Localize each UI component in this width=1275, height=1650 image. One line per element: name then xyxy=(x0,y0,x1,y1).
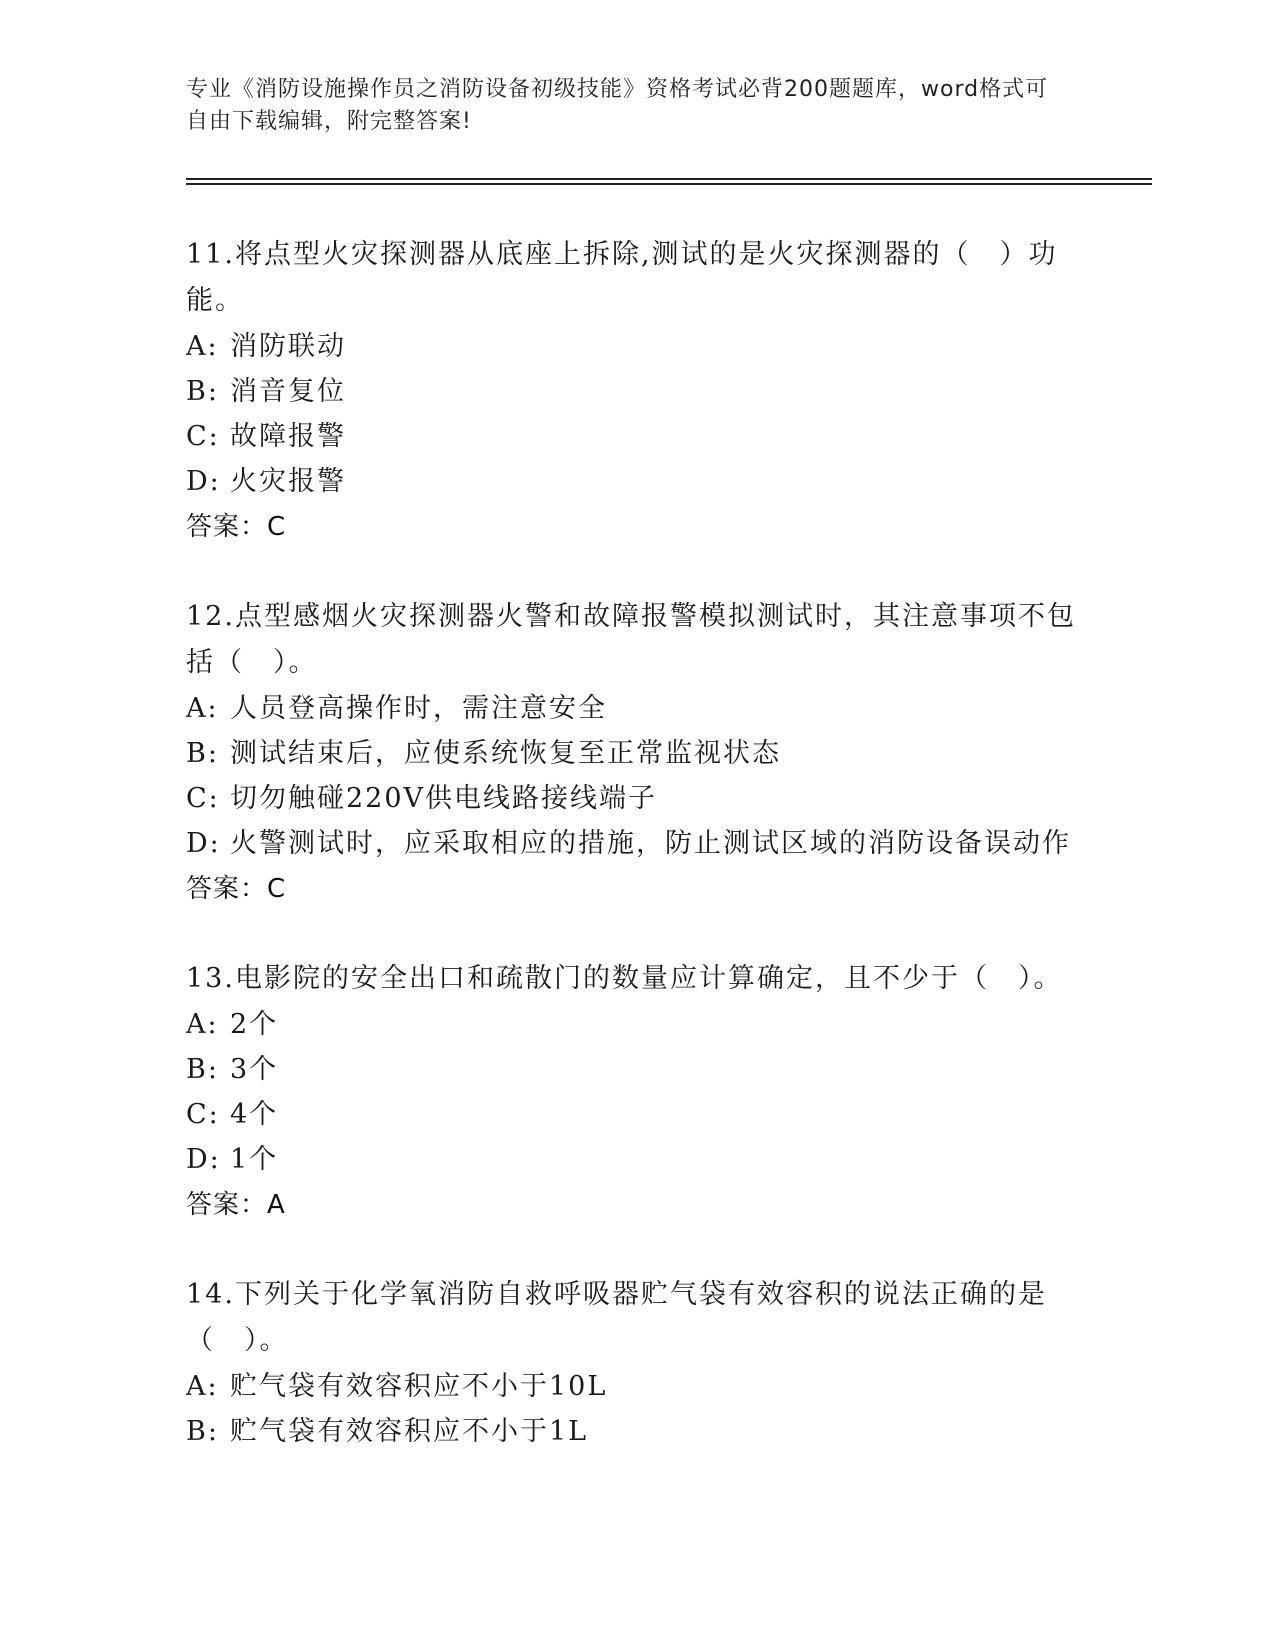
question-list xyxy=(186,232,1086,1498)
option-d xyxy=(186,821,1086,866)
option-text: 火警测试时，应采取相应的措施，防止测试区域的消防设备误动作 xyxy=(230,828,1071,859)
option-letter: D: xyxy=(186,466,221,497)
option-text: 消防联动 xyxy=(230,331,346,362)
option-letter: D: xyxy=(186,828,221,859)
option-letter: A: xyxy=(186,1009,219,1040)
option-b xyxy=(186,1047,1086,1092)
header-divider-bottom xyxy=(186,183,1152,185)
header-divider-top xyxy=(186,178,1152,180)
question-stem: 12.点型感烟火灾探测器火警和故障报警模拟测试时，其注意事项不包括（ ）。 xyxy=(186,601,1076,678)
option-text: 切勿触碰220V供电线路接线端子 xyxy=(230,783,658,814)
option-b xyxy=(186,1409,1086,1454)
option-letter: C: xyxy=(186,421,220,452)
option-letter: C: xyxy=(186,783,220,814)
question-item xyxy=(186,232,1086,550)
option-text: 贮气袋有效容积应不小于10L xyxy=(230,1371,608,1402)
answer-line: 答案：C xyxy=(186,874,287,904)
option-text: 测试结束后，应使系统恢复至正常监视状态 xyxy=(230,738,781,769)
question-stem: 13.电影院的安全出口和疏散门的数量应计算确定，且不少于（ ）。 xyxy=(186,963,1063,994)
document-header: 专业《消防设施操作员之消防设备初级技能》资格考试必背200题题库，word格式可自由下载编辑，附完整答案! xyxy=(186,77,1049,134)
option-letter: A: xyxy=(186,693,219,724)
option-a xyxy=(186,1364,1086,1409)
option-letter: B: xyxy=(186,1054,219,1085)
option-letter: D: xyxy=(186,1144,221,1175)
question-stem: 14.下列关于化学氧消防自救呼吸器贮气袋有效容积的说法正确的是（ ）。 xyxy=(186,1279,1047,1356)
option-a xyxy=(186,686,1086,731)
option-letter: A: xyxy=(186,1371,219,1402)
question-stem: 11.将点型火灾探测器从底座上拆除,测试的是火灾探测器的（ ）功能。 xyxy=(186,239,1058,316)
option-text: 贮气袋有效容积应不小于1L xyxy=(230,1416,589,1447)
question-item xyxy=(186,1272,1086,1454)
option-c xyxy=(186,776,1086,821)
option-c xyxy=(186,414,1086,459)
option-d xyxy=(186,1137,1086,1182)
option-letter: B: xyxy=(186,1416,219,1447)
option-letter: B: xyxy=(186,738,219,769)
option-text: 人员登高操作时，需注意安全 xyxy=(230,693,607,724)
option-letter: B: xyxy=(186,376,219,407)
option-text: 1个 xyxy=(230,1144,279,1175)
option-text: 2个 xyxy=(230,1009,279,1040)
option-b xyxy=(186,731,1086,776)
option-letter: C: xyxy=(186,1099,220,1130)
option-d xyxy=(186,459,1086,504)
option-text: 4个 xyxy=(230,1099,279,1130)
option-text: 消音复位 xyxy=(230,376,346,407)
option-a xyxy=(186,1002,1086,1047)
option-b xyxy=(186,369,1086,414)
answer-line: 答案：A xyxy=(186,1190,286,1220)
option-text: 故障报警 xyxy=(230,421,346,452)
option-text: 3个 xyxy=(230,1054,279,1085)
question-item xyxy=(186,956,1086,1228)
answer-line: 答案：C xyxy=(186,512,287,542)
option-text: 火灾报警 xyxy=(230,466,346,497)
option-a xyxy=(186,324,1086,369)
option-c xyxy=(186,1092,1086,1137)
option-letter: A: xyxy=(186,331,219,362)
question-item xyxy=(186,594,1086,912)
